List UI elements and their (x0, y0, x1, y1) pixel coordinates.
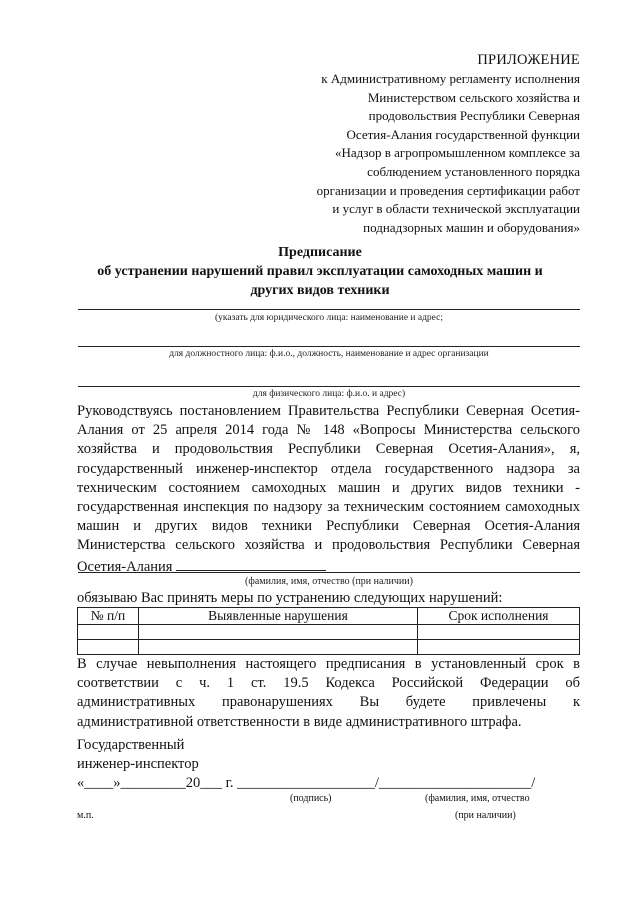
annex-line: соблюдением установленного порядка (367, 163, 580, 179)
table-row (78, 625, 580, 640)
table-cell[interactable] (139, 625, 418, 640)
table-cell[interactable] (418, 640, 580, 655)
signature-role-line-2: инженер-инспектор (77, 756, 199, 772)
annex-line: к Административному регламенту исполнения (321, 71, 580, 86)
annex-line: «Надзор в агропромышленном комплексе за (334, 145, 580, 161)
annex-line: поднадзорных машин и оборудования» (363, 219, 580, 235)
table-header-number: № п/п (78, 608, 139, 625)
annex-block (260, 50, 580, 237)
body-paragraph (77, 402, 580, 577)
table-cell[interactable] (78, 625, 139, 640)
fill-line-legal-entity[interactable] (78, 309, 580, 310)
violations-table (77, 607, 580, 655)
annex-line: Осетия-Алания государственной функции (346, 126, 580, 142)
signature-hint: (подпись) (290, 793, 332, 804)
hint-inspector-name: (фамилия, имя, отчество (при наличии) (245, 576, 413, 587)
annex-title: ПРИЛОЖЕНИЕ (477, 52, 580, 68)
hint-official: для должностного лица: ф.и.о., должность, наименование и адрес организации (169, 349, 489, 359)
table-header-row (78, 608, 580, 625)
annex-line: продовольствия Республики Северная (368, 108, 580, 124)
fill-line-individual[interactable] (78, 386, 580, 387)
document-subtitle: других видов техники (250, 283, 390, 298)
table-cell[interactable] (418, 625, 580, 640)
table-header-deadline: Срок исполнения (418, 608, 580, 625)
signature-role-line-1: Государственный (77, 737, 185, 753)
seal-placeholder: м.п. (77, 810, 94, 821)
signature-date-line[interactable]: «____»_________20___ г. ___________________/_____________________/ (77, 775, 536, 791)
fill-line-official[interactable] (78, 346, 580, 347)
obligation-text: обязываю Вас принять меры по устранению следующих нарушений: (77, 590, 503, 606)
table-cell[interactable] (78, 640, 139, 655)
document-title: Предписание (278, 245, 362, 260)
inspector-department-field[interactable] (176, 556, 326, 571)
hint-legal-entity: (указать для юридического лица: наименование и адрес; (215, 313, 443, 323)
annex-line: и услуг в области технической эксплуатации (332, 201, 580, 217)
table-header-violations: Выявленные нарушения (139, 608, 418, 625)
table-row (78, 640, 580, 655)
name-hint-line-2: (при наличии) (455, 810, 516, 821)
document-subtitle: об устранении нарушений правил эксплуатации самоходных машин и (97, 264, 543, 279)
body-paragraph-text: Руководствуясь постановлением Правительства Республики Северная Осетия-Алания от 25 апреля 2014 года № 148 «Вопросы Министерства сельского хозяйства и продовольствия Республики Северная Осетия-Алания», я, государственный инженер-инспектор отдела государственного надзора за техническим состоянием самоходных машин и других видов техники - государственная инспекция по надзору за техническим состоянием самоходных машин и других видов техники Республики Северная Осетия-Алания Министерства сельского хозяйства и продовольствия Республики Северная Осетия-Алания (77, 403, 580, 575)
hint-individual: для физического лица: ф.и.о. и адрес) (252, 389, 406, 399)
consequence-paragraph: В случае невыполнения настоящего предписания в установленный срок в соответствии с ч. 1 ст. 19.5 Кодекса Российской Федерации об административных правонарушениях Вы будете привлечены к административной ответственности в виде административного штрафа. (77, 656, 580, 730)
annex-line: Министерством сельского хозяйства и (367, 89, 580, 105)
fill-line-inspector-name[interactable] (78, 572, 580, 573)
annex-line: организации и проведения сертификации работ (316, 182, 580, 198)
document-heading (60, 243, 580, 300)
table-cell[interactable] (139, 640, 418, 655)
name-hint-line-1: (фамилия, имя, отчество (425, 793, 530, 804)
